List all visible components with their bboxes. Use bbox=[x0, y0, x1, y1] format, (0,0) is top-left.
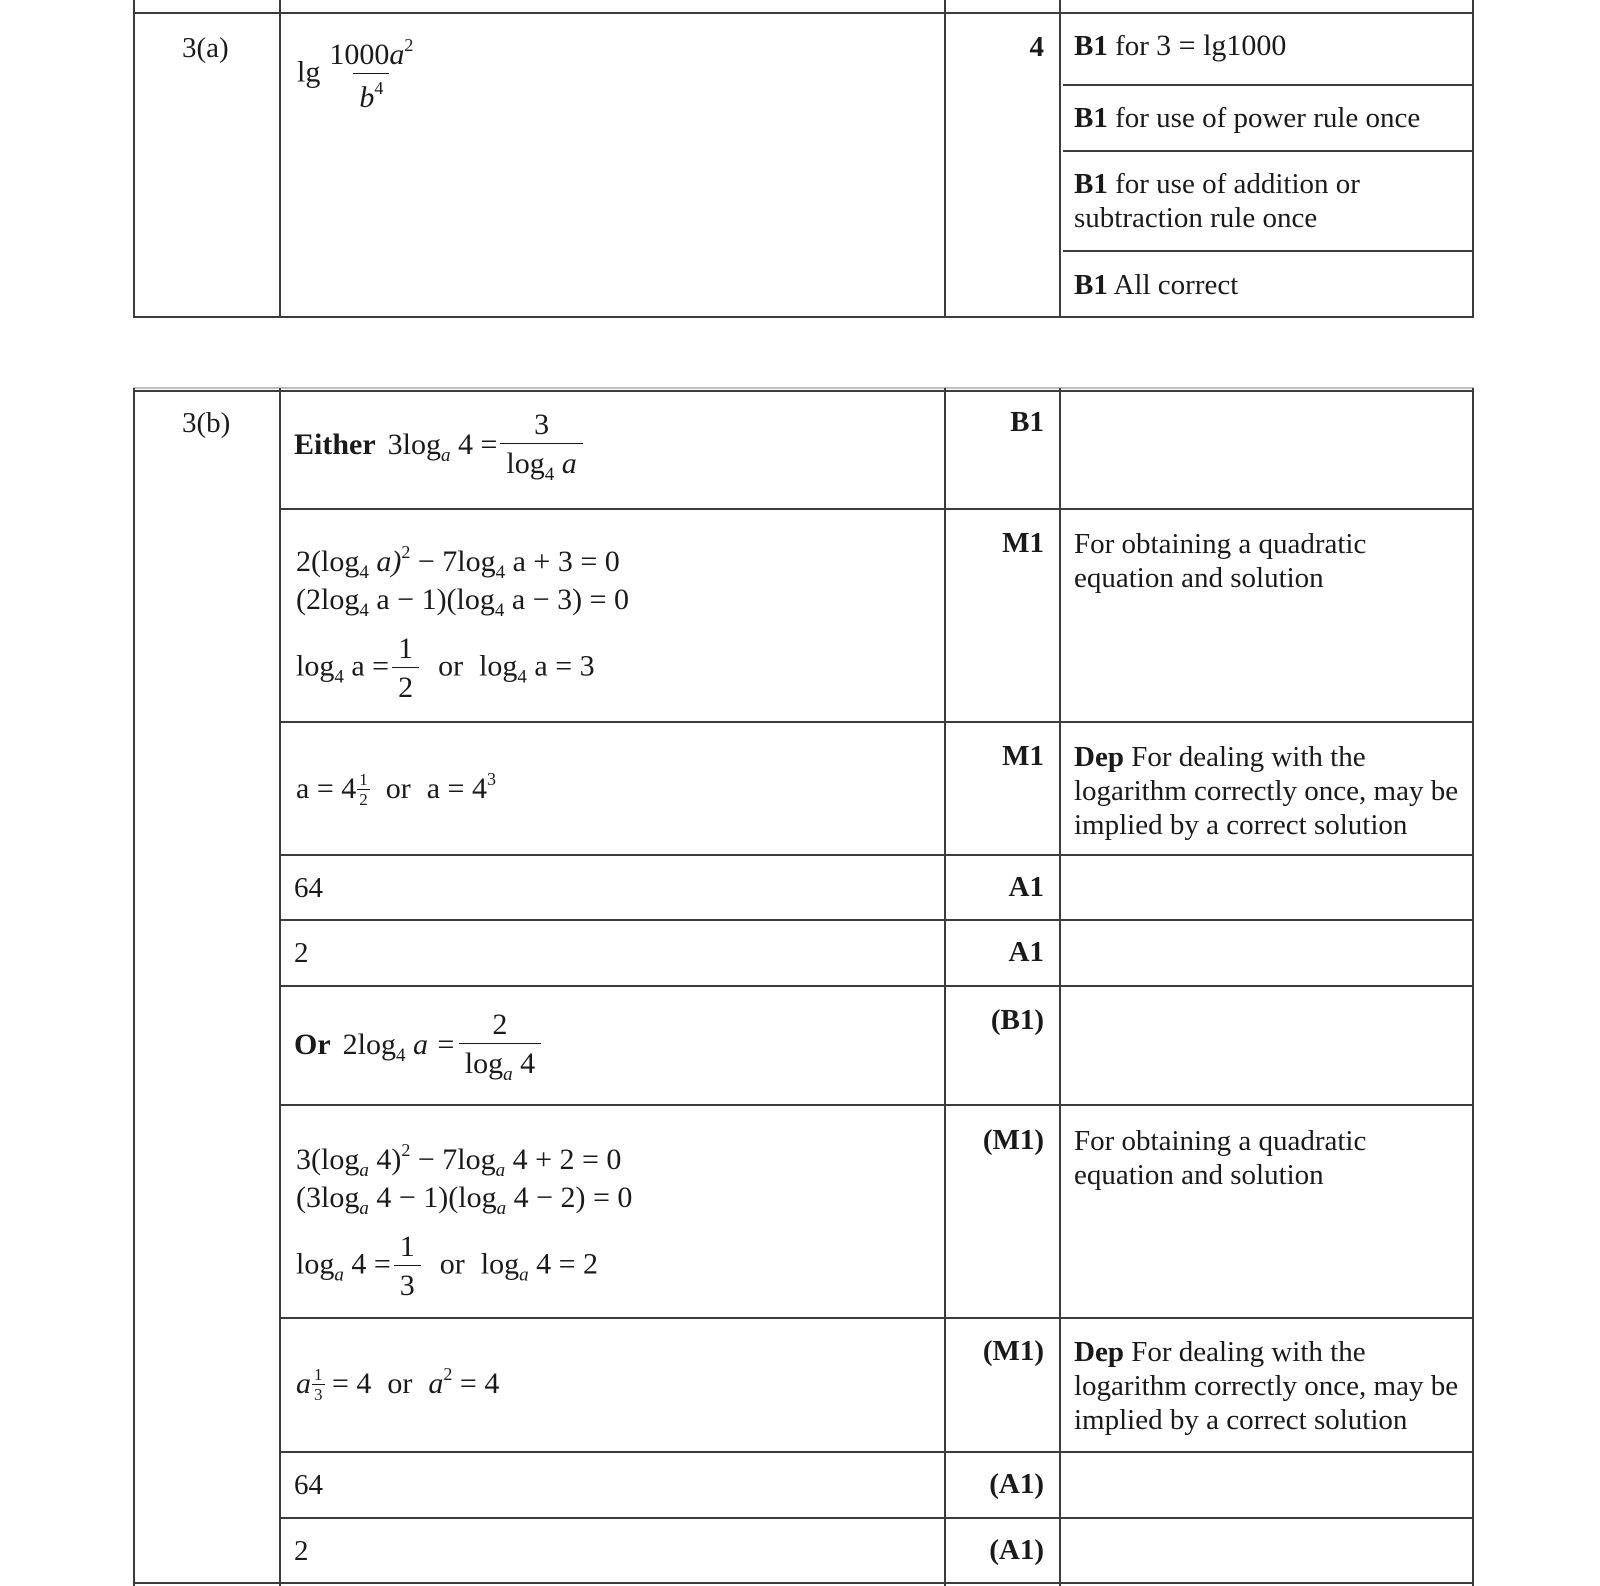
guidance-note: Dep For dealing with the logarithm correctly once, may be implied by a correct solution bbox=[1074, 741, 1459, 841]
answer-line: $2(\log_4$ $a)^2 - 7\log_4$ a + 3 = 0 bbox=[296, 542, 620, 583]
answer-line: $\log_a 4$ = $\frac{1}{3}$ or $\log_a 4 = 2$ bbox=[296, 1230, 599, 1302]
answer-expression: a = 4 $\frac{1}{2}$ or $a = 4^3$ bbox=[296, 769, 496, 809]
rule bbox=[279, 854, 1474, 856]
rule bbox=[133, 390, 1474, 392]
rule bbox=[133, 1582, 1474, 1584]
answer-value: 64 bbox=[294, 1469, 323, 1501]
answer-line: $\log_4 a$ = $\frac{1}{2}$ or $\log_4 a = 3$ bbox=[296, 632, 595, 704]
rule bbox=[1059, 0, 1061, 318]
guidance-note: B1 All correct bbox=[1074, 269, 1239, 301]
rule bbox=[279, 1517, 1474, 1519]
mark: M1 bbox=[1002, 527, 1044, 559]
mark: M1 bbox=[1002, 740, 1044, 772]
rule bbox=[133, 316, 1474, 318]
answer-line: $3(\log_a$ $4)^2 - 7\log_a$ 4 + 2 = 0 bbox=[296, 1140, 622, 1181]
rule bbox=[279, 1451, 1474, 1453]
rule bbox=[279, 508, 1474, 510]
mark: (A1) bbox=[989, 1534, 1044, 1566]
rule bbox=[133, 387, 1474, 389]
question-label: 3(a) bbox=[182, 32, 229, 64]
guidance-note: For obtaining a quadratic equation and solution bbox=[1074, 1125, 1367, 1191]
rule bbox=[279, 721, 1474, 723]
mark: (A1) bbox=[989, 1468, 1044, 1500]
rule bbox=[1063, 250, 1474, 252]
rule bbox=[1472, 388, 1474, 1586]
answer-expression: Or $2\log_4$ a = $\frac{2}{\log_a 4}$ bbox=[294, 1010, 544, 1084]
mark: (M1) bbox=[982, 1335, 1044, 1367]
rule bbox=[1472, 0, 1474, 318]
guidance-note: B1 for 3 = lg1000 bbox=[1074, 29, 1287, 62]
rule bbox=[279, 985, 1474, 987]
answer-expression: a $\frac{1}{3}$ = 4 or $a^2 = 4$ bbox=[296, 1364, 500, 1404]
answer-expression: Either $3\log_a$ 4 = $\frac{3}{\log_4 a}$ bbox=[294, 410, 586, 484]
rule bbox=[1059, 388, 1061, 1586]
rule bbox=[133, 388, 135, 1586]
answer-value: 64 bbox=[294, 872, 323, 904]
mark: A1 bbox=[1008, 871, 1044, 903]
rule bbox=[279, 919, 1474, 921]
rule bbox=[279, 388, 281, 1586]
rule bbox=[279, 1104, 1474, 1106]
rule bbox=[944, 388, 946, 1586]
answer-expression: lg $\frac{1000a^2}{b^4}$ bbox=[297, 35, 414, 114]
mark: (M1) bbox=[982, 1124, 1044, 1156]
rule bbox=[133, 12, 1474, 14]
answer-line: ($2\log_4$ $a - 1)(\log_4$ a − 3) = 0 bbox=[296, 583, 630, 621]
rule bbox=[279, 0, 281, 318]
rule bbox=[944, 0, 946, 318]
mark: (B1) bbox=[990, 1004, 1044, 1036]
rule bbox=[1063, 84, 1474, 86]
guidance-note: B1 for use of power rule once bbox=[1074, 102, 1421, 134]
guidance-note: For obtaining a quadratic equation and solution bbox=[1074, 528, 1367, 594]
rule bbox=[1063, 150, 1474, 152]
guidance-note: B1 for use of addition or subtraction rule once bbox=[1074, 168, 1360, 234]
guidance-note: Dep For dealing with the logarithm correctly once, may be implied by a correct solution bbox=[1074, 1336, 1459, 1436]
answer-value: 2 bbox=[294, 937, 309, 969]
rule bbox=[279, 1317, 1474, 1319]
question-label: 3(b) bbox=[182, 407, 231, 439]
mark: A1 bbox=[1008, 936, 1044, 968]
mark: 4 bbox=[1029, 31, 1044, 63]
rule bbox=[133, 0, 135, 318]
mark: B1 bbox=[1010, 406, 1044, 438]
answer-line: ($3\log_a$ $4 - 1)(\log_a$ 4 − 2) = 0 bbox=[296, 1181, 633, 1219]
answer-value: 2 bbox=[294, 1535, 309, 1567]
